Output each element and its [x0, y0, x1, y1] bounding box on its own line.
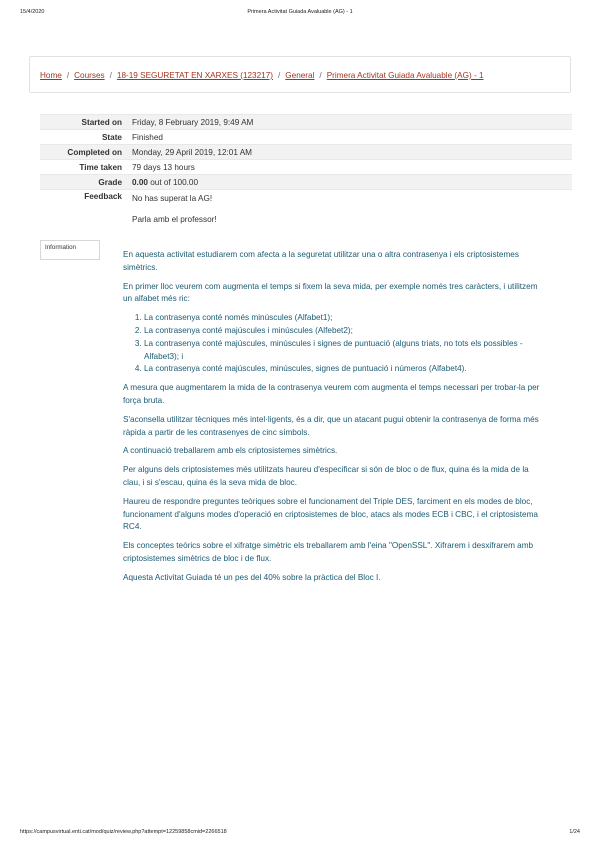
feedback-line-1: No has superat la AG!: [132, 194, 213, 203]
content-paragraph: Aquesta Activitat Guiada té un pes del 40% sobre la pràctica del Bloc I.: [123, 572, 381, 582]
breadcrumb-course[interactable]: 18-19 SEGURETAT EN XARXES (123217): [116, 71, 273, 80]
state-label: State: [101, 132, 122, 142]
content-paragraph: En primer lloc veurem com augmenta el temps si fixem la seva mida, per exemple només tres caràcters, i utilitzem un alfabet més ric:: [123, 281, 538, 304]
started-value: Friday, 8 February 2019, 9:49 AM: [128, 115, 572, 130]
feedback-value: [128, 190, 572, 234]
information-content: [123, 249, 545, 591]
summary-row-feedback: [40, 190, 572, 234]
attempt-summary-table: [40, 114, 572, 233]
content-paragraph: A continuació treballarem amb els criptosistemes simètrics.: [123, 446, 338, 456]
state-value: Finished: [132, 132, 163, 142]
grade-label: Grade: [40, 175, 128, 190]
breadcrumb-separator: /: [109, 71, 112, 80]
summary-row-state: [40, 130, 572, 145]
summary-row-started: [40, 115, 572, 130]
information-label-box: [40, 240, 100, 260]
alphabet-list: [123, 312, 545, 376]
content-paragraph: Per alguns dels criptosistemes més utilitzats haureu d'especificar si són de bloc o de flux, quina és la mida de la clau, i si s'escau, quina és la seva mida de bloc.: [123, 465, 529, 487]
list-item: 4. La contrasenya conté majúscules, minúscules, signes de puntuació i números (Alfabet4).: [144, 363, 545, 376]
breadcrumb-general[interactable]: General: [285, 71, 315, 80]
breadcrumb-separator: /: [278, 71, 281, 80]
breadcrumb-separator: /: [66, 71, 70, 80]
grade-score: 0.00: [132, 177, 148, 187]
print-url: https://campusvirtual.enti.cat/mod/quiz/review.php?attempt=12259858cmid=2266518: [20, 829, 227, 835]
time-taken-value: 79 days 13 hours: [132, 162, 195, 172]
breadcrumb-courses[interactable]: Courses: [74, 71, 105, 80]
breadcrumb-home[interactable]: Home: [40, 71, 62, 80]
summary-row-completed: [40, 145, 572, 160]
print-title: Primera Activitat Guiada Avaluable (AG) - 1: [247, 9, 353, 15]
list-item: 1. La contrasenya conté només minúscules (Alfabet1);: [144, 312, 545, 325]
breadcrumb-container: [29, 56, 571, 93]
breadcrumb-separator: /: [319, 71, 322, 80]
print-footer: [0, 829, 600, 839]
information-label: Information: [45, 244, 76, 251]
content-paragraph: S'aconsella utilitzar tècniques més intel·ligents, és a dir, que un atacant pugui obtenir la contrasenya de forma més ràpida a partir de les contrasenyes de cinc símbols.: [123, 414, 539, 437]
content-paragraph: En aquesta activitat estudiarem com afecta a la seguretat utilitzar una o altra contrasenya i els criptosistemes simètrics.: [123, 250, 519, 272]
time-taken-label: Time taken: [79, 162, 122, 172]
completed-label: Completed on: [40, 145, 128, 160]
content-paragraph: Els conceptes teòrics sobre el xifratge simètric els treballarem amb l'eina "OpenSSL". Xifrarem i desxifrarem amb criptosistemes simètrics de bloc i de flux.: [123, 541, 534, 563]
breadcrumb: [40, 71, 484, 80]
started-label: Started on: [40, 115, 128, 130]
list-item: 3. La contrasenya conté majúscules, minúscules i signes de puntuació (alguns triats, no tots els possibles - Alfabet3); i: [144, 338, 545, 364]
completed-value: Monday, 29 April 2019, 12:01 AM: [128, 145, 572, 160]
content-paragraph: Haureu de respondre preguntes teòriques sobre el funcionament del Triple DES, farciment en els modes de bloc, funcionament d'alguns modes d'operació en criptosistemes de bloc, atacs als modes ECB i CBC, i el criptosistema RC4.: [123, 496, 538, 532]
feedback-label: Feedback: [84, 192, 122, 201]
print-header: [0, 9, 600, 19]
summary-row-grade: [40, 175, 572, 190]
grade-value: [128, 175, 572, 190]
list-item: 2. La contrasenya conté majúscules i minúscules (Alfebet2);: [144, 325, 545, 338]
breadcrumb-activity[interactable]: Primera Activitat Guiada Avaluable (AG) - 1: [326, 71, 484, 80]
summary-row-time: [40, 160, 572, 175]
feedback-line-2: Parla amb el professor!: [132, 215, 217, 224]
print-page-number: 1/24: [569, 829, 580, 835]
content-paragraph: A mesura que augmentarem la mida de la contrasenya veurem com augmenta el temps necessari per trobar-la per força bruta.: [123, 383, 540, 405]
print-date: 15/4/2020: [20, 9, 45, 15]
grade-suffix: out of 100.00: [147, 177, 199, 187]
